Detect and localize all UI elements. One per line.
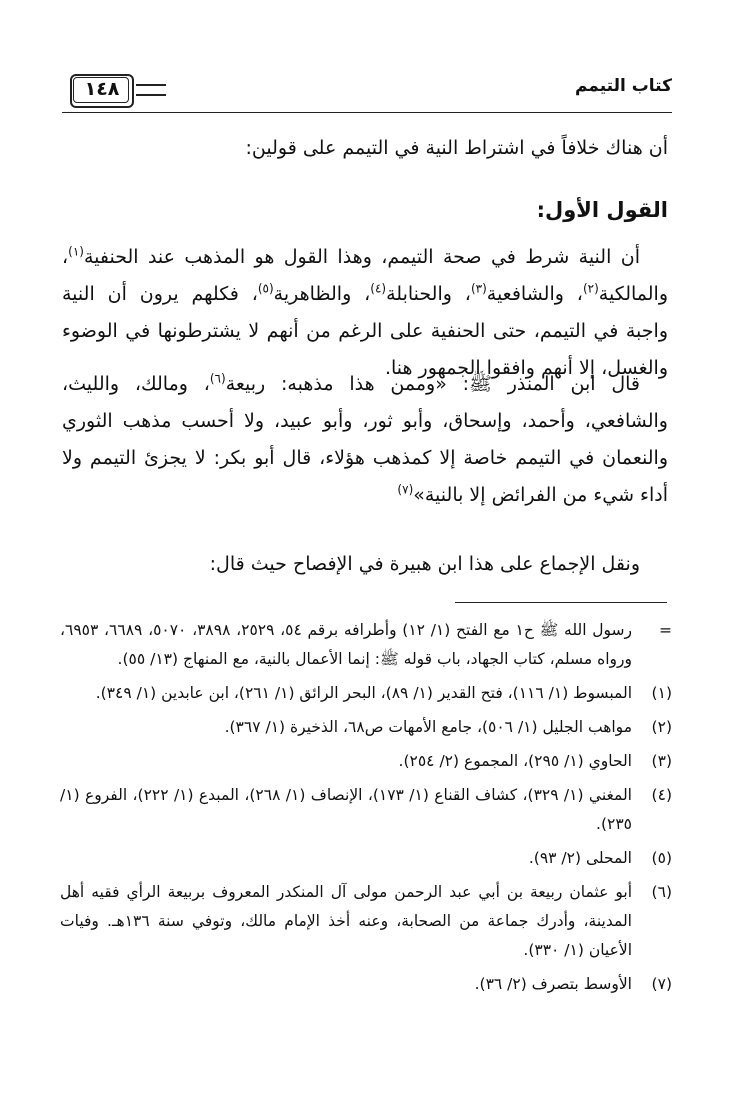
section-heading: القول الأول: (536, 198, 668, 222)
page-number-box (62, 70, 147, 108)
footnotes (60, 616, 672, 1004)
footnote-text: المحلى (٢/ ٩٣). (528, 849, 632, 867)
para1-text-b: ، والمالكية (62, 246, 668, 305)
para1-text-f: ، فكلهم يرون أن النية واجبة في التيمم، حتى الحنفية على الرغم من أنهم لا يشترطونها في الوضوء والغسل، إلا أنهم وافقوا الجمهور هنا. (62, 283, 668, 379)
footnote-mark: (٧) (651, 975, 672, 993)
footnote-item (60, 970, 672, 999)
footnote-ref-6[interactable]: (٦) (209, 371, 226, 386)
footnote-ref-4[interactable]: (٤) (370, 281, 387, 296)
footnote-continuation-mark: = (659, 621, 672, 639)
paragraph-quote-ibn-almundhir (62, 366, 668, 514)
footnote-ref-2[interactable]: (٢) (582, 281, 599, 296)
para1-text-a: أن النية شرط في صحة التيمم، وهذا القول هو المذهب عند الحنفية (83, 246, 640, 268)
footnote-item (60, 781, 672, 839)
page-number-ornament (136, 84, 166, 96)
footnote-ref-7[interactable]: (٧) (397, 482, 414, 497)
footnote-ref-1[interactable]: (١) (68, 244, 84, 259)
footnote-ref-3[interactable]: (٣) (470, 281, 487, 296)
para1-text-d: ، والحنابلة (386, 283, 471, 305)
footnote-mark: (١) (651, 684, 672, 702)
para2-text-a: قال ابن المنذر ﷺ: «وممن هذا مذهبه: ربيعة (225, 373, 640, 395)
para2-text-b: ، ومالك، والليث، والشافعي، وأحمد، وإسحاق، وأبو ثور، وأبو عبيد، ولا أحسب مذهب الثوري والنعمان في التيمم خاصة إلا كمذهب هؤلاء، قال أبو بكر: لا يجزئ التيمم ولا أداء شيء من الفرائض إلا بالنية» (62, 373, 668, 506)
para1-text-c: ، والشافعية (486, 283, 583, 305)
footnote-text: المبسوط (١/ ١١٦)، فتح القدير (١/ ٨٩)، البحر الرائق (١/ ٢٦١)، ابن عابدين (١/ ٣٤٩). (95, 684, 632, 702)
footnote-mark: (٢) (651, 718, 672, 736)
footnote-text: أبو عثمان ربيعة بن أبي عبد الرحمن مولى آل المنكدر المعروف بربيعة الرأي فقيه أهل المدينة، وأدرك جماعة من الصحابة، وعنه أخذ الإمام مالك، وتوفي سنة ١٣٦هـ. وفيات الأعيان (١/ ٣٣٠). (60, 883, 632, 959)
page-number: ١٤٨ (84, 78, 120, 100)
footnote-item (60, 713, 672, 742)
footnote-item (60, 844, 672, 873)
header-rule (62, 112, 672, 113)
footnote-text: مواهب الجليل (١/ ٥٠٦)، جامع الأمهات ص٦٨، الذخيرة (١/ ٣٦٧). (224, 718, 632, 736)
footnote-item (60, 679, 672, 708)
footnote-mark: (٥) (651, 849, 672, 867)
footnote-mark: (٣) (651, 752, 672, 770)
footnote-item (60, 747, 672, 776)
footnote-item (60, 878, 672, 965)
footnote-mark: (٤) (651, 786, 672, 804)
footnote-separator (455, 602, 667, 603)
page-header (62, 70, 672, 116)
footnote-continuation-text: رسول الله ﷺ ح١ مع الفتح (١/ ١٢) وأطرافه برقم ٥٤، ٢٥٢٩، ٣٨٩٨، ٥٠٧٠، ٦٦٨٩، ٦٩٥٣، ورواه مسلم، كتاب الجهاد، باب قوله ﷺ: إنما الأعمال بالنية، مع المنهاج (١٣/ ٥٥). (60, 621, 632, 668)
paragraph-consensus: ونقل الإجماع على هذا ابن هبيرة في الإفصاح حيث قال: (209, 553, 640, 575)
footnote-text: المغني (١/ ٣٢٩)، كشاف القناع (١/ ١٧٣)، الإنصاف (١/ ٢٦٨)، المبدع (١/ ٢٢٢)، الفروع (١/ ٢٣٥). (60, 786, 632, 833)
footnote-ref-5[interactable]: (٥) (257, 281, 274, 296)
footnote-text: الأوسط بتصرف (٢/ ٣٦). (474, 975, 632, 993)
para1-text-e: ، والظاهرية (273, 283, 371, 305)
paragraph-first-opinion (62, 239, 668, 387)
footnote-text: الحاوي (١/ ٢٩٥)، المجموع (٢/ ٢٥٤). (398, 752, 632, 770)
intro-paragraph: أن هناك خلافاً في اشتراط النية في التيمم على قولين: (245, 137, 668, 159)
footnote-continuation (60, 616, 672, 674)
footnote-mark: (٦) (651, 883, 672, 901)
book-title: كتاب التيمم (574, 76, 672, 96)
